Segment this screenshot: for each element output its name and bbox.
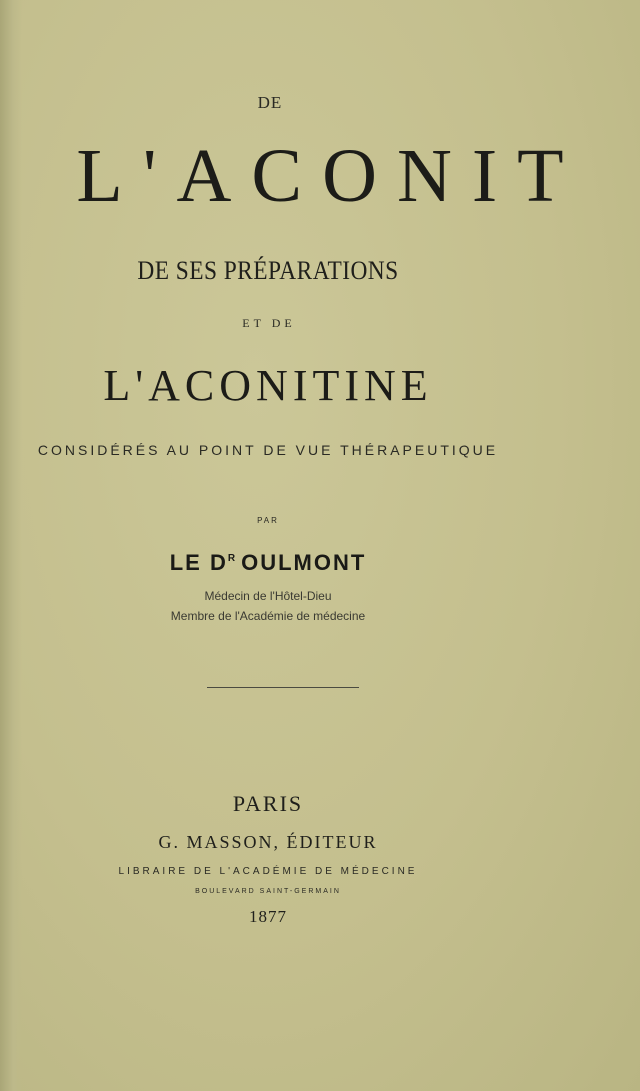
main-title: L'ACONIT (76, 134, 584, 218)
author-prefix: LE D (169, 550, 228, 575)
by-label: PAR (257, 516, 279, 525)
imprint-year: 1877 (249, 907, 287, 926)
subtitle-et-de: ET DE (242, 316, 296, 330)
subtitle-aconitine: L'ACONITINE (103, 361, 433, 410)
divider-rule (207, 687, 359, 688)
imprint-publisher-desc: LIBRAIRE DE L'ACADÉMIE DE MÉDECINE (118, 866, 418, 877)
subtitle-considered: CONSIDÉRÉS AU POINT DE VUE THÉRAPEUTIQUE (37, 442, 499, 458)
author-name (0, 550, 536, 576)
imprint-address: BOULEVARD SAINT-GERMAIN (195, 888, 341, 895)
subtitle-preparations: DE SES PRÉPARATIONS (137, 256, 399, 285)
author-role-hotel-dieu: Médecin de l'Hôtel-Dieu (204, 589, 332, 603)
author-sup: R (227, 553, 236, 564)
title-de: DE (257, 93, 283, 112)
imprint-city: PARIS (232, 791, 304, 816)
author-surname: OULMONT (241, 550, 367, 575)
author-role-academie: Membre de l'Académie de médecine (170, 609, 366, 623)
imprint-publisher: G. MASSON, ÉDITEUR (158, 832, 378, 852)
